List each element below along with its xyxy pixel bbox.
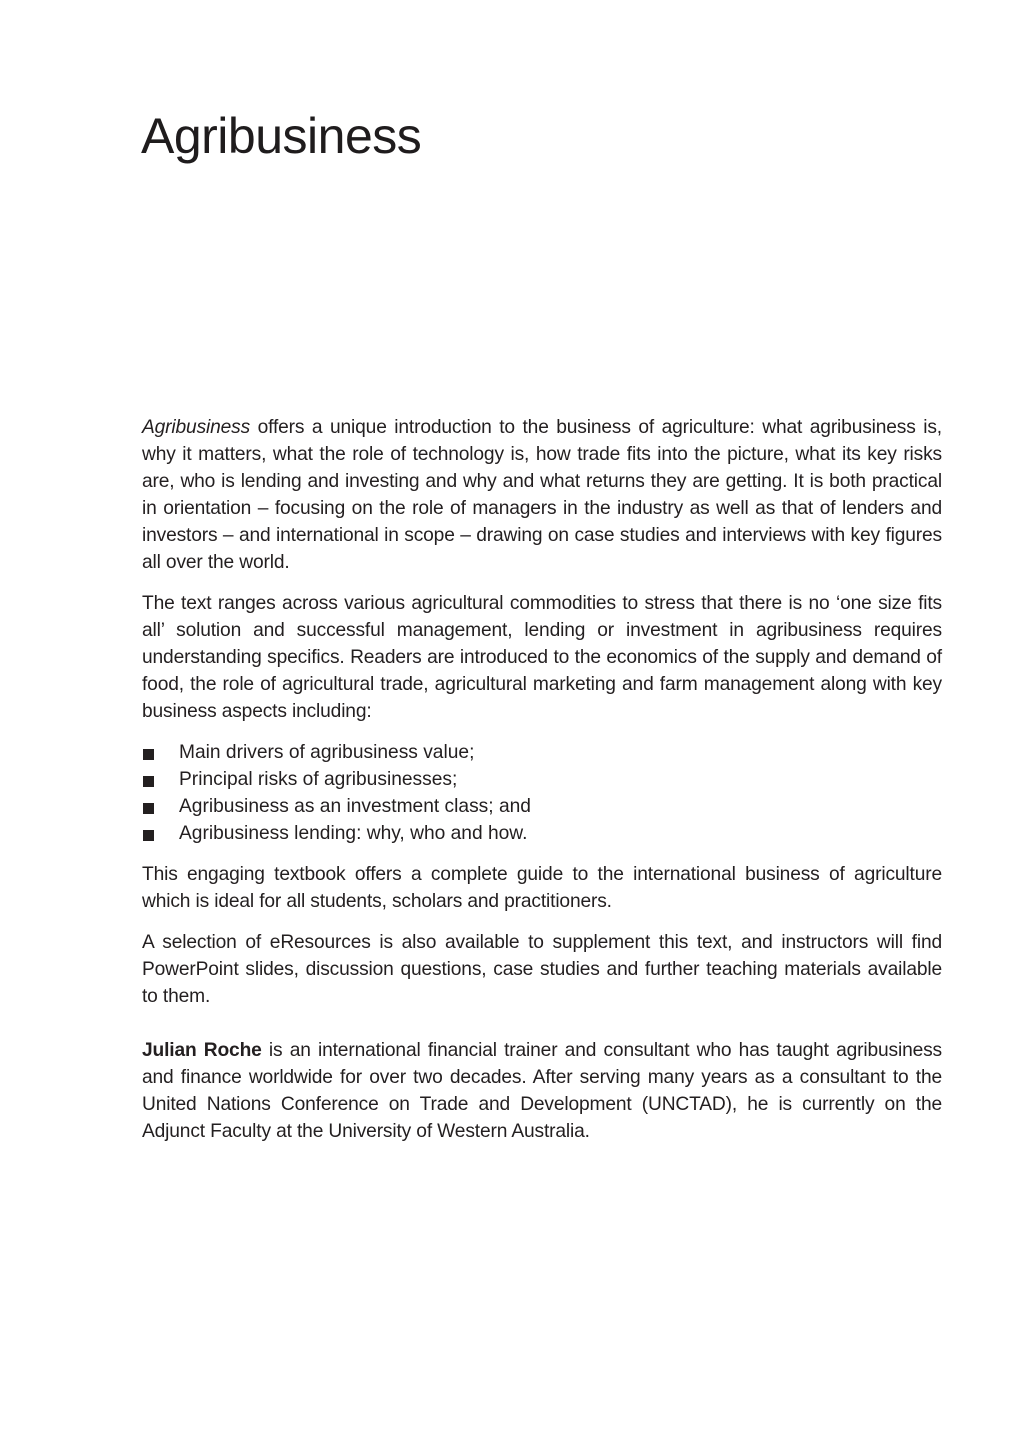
intro-text: offers a unique introduction to the business of agriculture: what agribusiness is, why it matters, what the role of technology is, how trade fits into the picture, what its key risks are, who is lending and investing and why and what returns they are getting. It is both practical in orientation – focusing on the role of managers in the industry as well as that of lenders and investors – and international in scope – drawing on case studies and interviews with key figures all over the world.	[142, 417, 942, 573]
book-title-italic: Agribusiness	[142, 417, 251, 438]
author-bio-paragraph	[142, 1037, 942, 1145]
list-item-label: Main drivers of agribusiness value;	[179, 742, 475, 763]
list-item-label: Agribusiness as an investment class; and	[179, 796, 531, 817]
scope-paragraph: The text ranges across various agricultural commodities to stress that there is no ‘one size fits all’ solution and successful management, lending or investment in agribusiness requires understanding specifics. Readers are introduced to the economics of the supply and demand of food, the role of agricultural trade, agricultural marketing and farm management along with key business aspects including:	[142, 593, 942, 722]
list-item	[142, 739, 942, 766]
square-bullet-icon	[143, 749, 154, 760]
list-item	[142, 820, 942, 847]
aspects-list	[142, 739, 942, 847]
square-bullet-icon	[143, 830, 154, 841]
author-name: Julian Roche	[142, 1040, 262, 1061]
author-bio-text: is an international financial trainer and consultant who has taught agribusiness and finance worldwide for over two decades. After serving many years as a consultant to the United Nations Conference on Trade and Development (UNCTAD), he is currently on the Adjunct Faculty at the University of Western Australia.	[142, 1040, 943, 1142]
list-item	[142, 766, 942, 793]
intro-paragraph	[142, 414, 942, 576]
eresources-paragraph: A selection of eResources is also available to supplement this text, and instructors will find PowerPoint slides, discussion questions, case studies and further teaching materials available to them.	[142, 932, 942, 1007]
square-bullet-icon	[143, 776, 154, 787]
list-item	[142, 793, 942, 820]
list-item-label: Principal risks of agribusinesses;	[179, 769, 458, 790]
summary-paragraph: This engaging textbook offers a complete guide to the international business of agriculture which is ideal for all students, scholars and practitioners.	[142, 864, 942, 912]
page-title: Agribusiness	[141, 108, 422, 164]
back-cover-copy	[142, 414, 942, 1159]
list-item-label: Agribusiness lending: why, who and how.	[179, 823, 528, 844]
square-bullet-icon	[143, 803, 154, 814]
